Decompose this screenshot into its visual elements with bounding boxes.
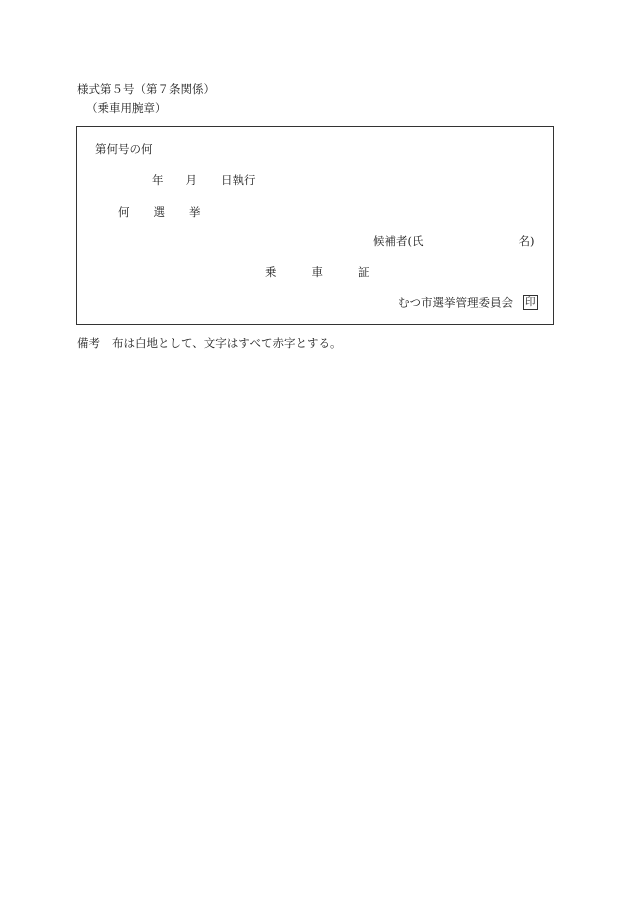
issue-number: 第何号の何 (95, 142, 153, 156)
pass-char: 証 (358, 265, 370, 279)
candidate-label: 候補者(氏 (373, 234, 424, 248)
pass-char: 車 (311, 265, 323, 279)
election-date-line (152, 175, 256, 187)
election-char: 選 (153, 205, 165, 219)
form-number-title: 様式第５号（第７条関係） (77, 82, 215, 96)
form-subtitle: （乗車用腕章） (86, 101, 167, 115)
month-label: 月 (185, 173, 197, 187)
remarks-label: 備考 (77, 336, 100, 350)
pass-char: 乗 (265, 265, 277, 279)
year-label: 年 (152, 173, 164, 187)
remarks-text: 布は白地として、文字はすべて赤字とする。 (112, 336, 342, 350)
day-issued-label: 日執行 (221, 173, 256, 187)
issuer-name: むつ市選挙管理委員会 (398, 295, 513, 310)
election-char: 何 (118, 205, 130, 219)
candidate-suffix: 名) (518, 234, 535, 248)
remarks-line (77, 338, 342, 350)
election-char: 挙 (189, 205, 201, 219)
candidate-name-line (373, 236, 535, 248)
election-name (118, 207, 201, 219)
seal-mark: 印 (525, 296, 536, 308)
issuer-line (398, 296, 538, 311)
ride-pass-title (265, 267, 370, 279)
